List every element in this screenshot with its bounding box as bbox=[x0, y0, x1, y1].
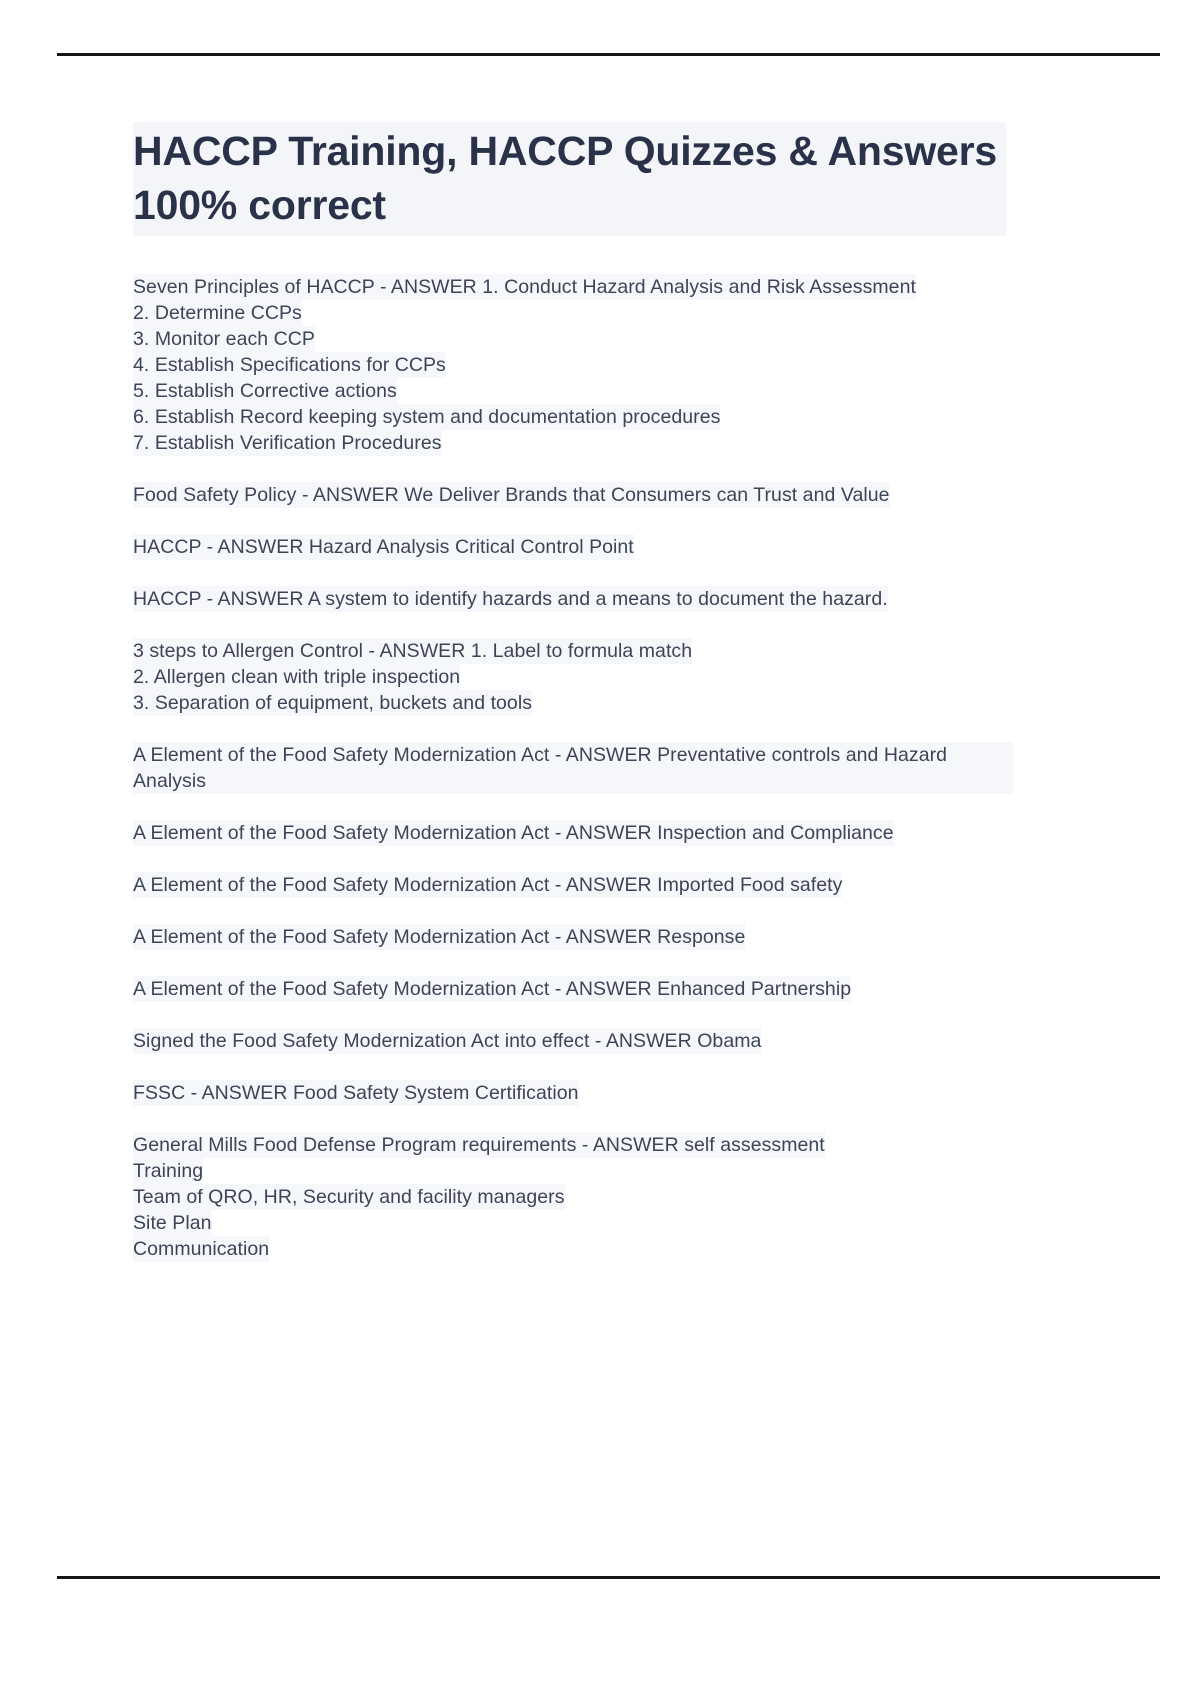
qa-line: Training bbox=[133, 1160, 204, 1183]
qa-line: A Element of the Food Safety Modernization Act - ANSWER Preventative controls and Hazard Analysis bbox=[133, 742, 1013, 794]
page-top-rule bbox=[57, 53, 1160, 56]
qa-line: 7. Establish Verification Procedures bbox=[133, 432, 442, 455]
qa-line: 2. Determine CCPs bbox=[133, 302, 302, 325]
qa-line: Communication bbox=[133, 1238, 270, 1261]
qa-line: A Element of the Food Safety Modernization Act - ANSWER Enhanced Partnership bbox=[133, 978, 852, 1001]
document-content bbox=[133, 122, 1013, 1262]
qa-block-fsma-inspection-compliance bbox=[133, 820, 1013, 846]
qa-block-food-safety-policy bbox=[133, 482, 1013, 508]
qa-block-fsma-response bbox=[133, 924, 1013, 950]
qa-line: A Element of the Food Safety Modernization Act - ANSWER Response bbox=[133, 926, 746, 949]
qa-block-seven-principles bbox=[133, 274, 1013, 456]
qa-line: General Mills Food Defense Program requirements - ANSWER self assessment bbox=[133, 1134, 825, 1157]
qa-line: Seven Principles of HACCP - ANSWER 1. Conduct Hazard Analysis and Risk Assessment bbox=[133, 276, 916, 299]
qa-line: 3. Separation of equipment, buckets and tools bbox=[133, 692, 533, 715]
qa-line: 2. Allergen clean with triple inspection bbox=[133, 666, 461, 689]
qa-line: Signed the Food Safety Modernization Act into effect - ANSWER Obama bbox=[133, 1030, 762, 1053]
qa-block-haccp-acronym bbox=[133, 534, 1013, 560]
page-bottom-rule bbox=[57, 1576, 1160, 1579]
qa-line: Food Safety Policy - ANSWER We Deliver Brands that Consumers can Trust and Value bbox=[133, 484, 890, 507]
qa-block-fsma-preventative-controls bbox=[133, 742, 1013, 794]
qa-line: A Element of the Food Safety Modernization Act - ANSWER Imported Food safety bbox=[133, 874, 843, 897]
qa-line: 3. Monitor each CCP bbox=[133, 328, 315, 351]
qa-line: Site Plan bbox=[133, 1212, 212, 1235]
qa-line: 4. Establish Specifications for CCPs bbox=[133, 354, 446, 377]
qa-block-haccp-definition bbox=[133, 586, 1013, 612]
qa-block-fssc bbox=[133, 1080, 1013, 1106]
page-title: HACCP Training, HACCP Quizzes & Answers 100% correct bbox=[133, 122, 1006, 236]
document-body bbox=[133, 274, 1013, 1262]
qa-line: Team of QRO, HR, Security and facility managers bbox=[133, 1186, 565, 1209]
qa-block-fsma-signed-by bbox=[133, 1028, 1013, 1054]
qa-line: 6. Establish Record keeping system and documentation procedures bbox=[133, 406, 721, 429]
qa-line: HACCP - ANSWER Hazard Analysis Critical Control Point bbox=[133, 536, 634, 559]
qa-line: 3 steps to Allergen Control - ANSWER 1. Label to formula match bbox=[133, 640, 693, 663]
qa-line: HACCP - ANSWER A system to identify hazards and a means to document the hazard. bbox=[133, 588, 888, 611]
qa-block-fsma-imported-food-safety bbox=[133, 872, 1013, 898]
qa-line: A Element of the Food Safety Modernization Act - ANSWER Inspection and Compliance bbox=[133, 822, 894, 845]
qa-line: 5. Establish Corrective actions bbox=[133, 380, 397, 403]
qa-line: FSSC - ANSWER Food Safety System Certification bbox=[133, 1082, 579, 1105]
qa-block-allergen-control bbox=[133, 638, 1013, 716]
qa-block-general-mills-food-defense bbox=[133, 1132, 1013, 1262]
qa-block-fsma-enhanced-partnership bbox=[133, 976, 1013, 1002]
